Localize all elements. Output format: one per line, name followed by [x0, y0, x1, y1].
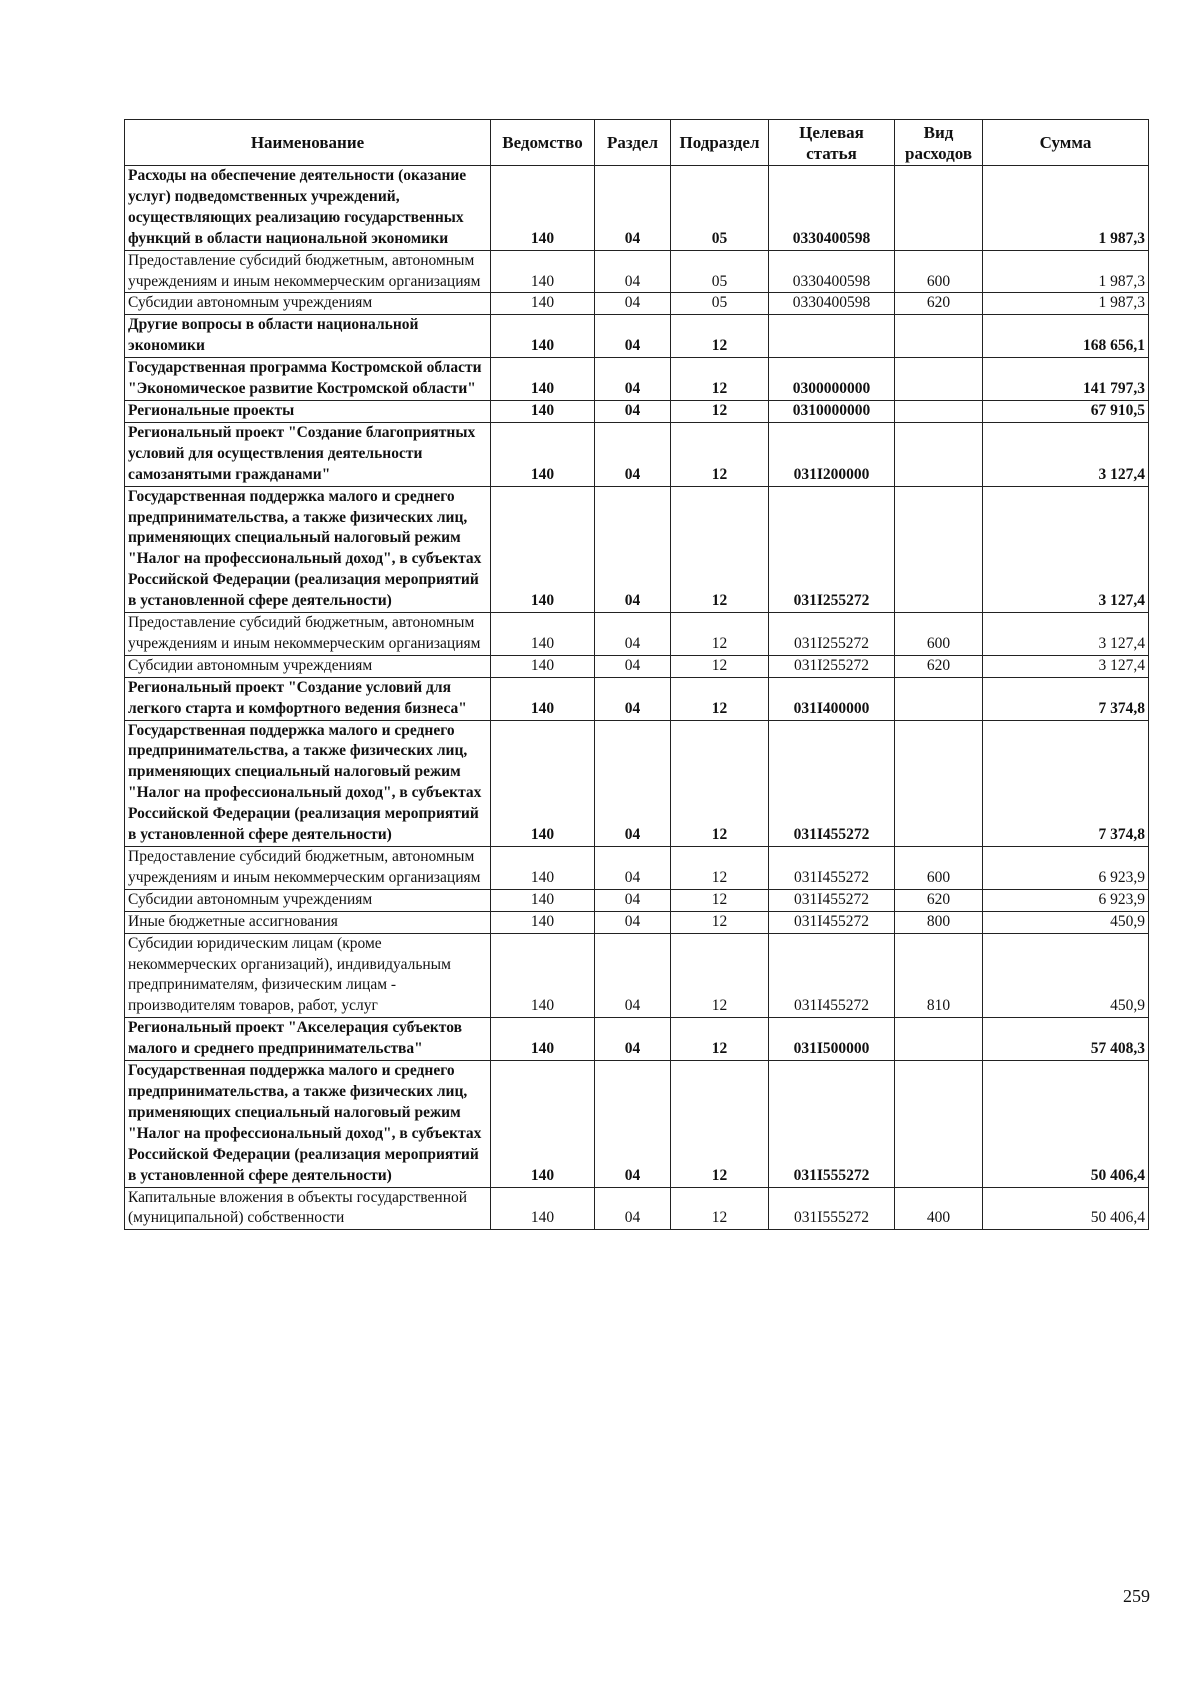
- cell-section: 04: [595, 613, 671, 656]
- cell-sum: 67 910,5: [983, 400, 1149, 422]
- cell-subsection: 12: [671, 358, 769, 401]
- table-header-row: [125, 120, 1149, 166]
- cell-target: 031I455272: [769, 933, 895, 1018]
- cell-exptype: 400: [895, 1187, 983, 1230]
- cell-sum: 1 987,3: [983, 166, 1149, 251]
- cell-exptype: [895, 1018, 983, 1061]
- cell-target: 0330400598: [769, 250, 895, 293]
- cell-subsection: 12: [671, 1061, 769, 1187]
- cell-dept: 140: [491, 720, 595, 846]
- cell-target: 0330400598: [769, 293, 895, 315]
- cell-exptype: [895, 315, 983, 358]
- cell-subsection: 12: [671, 400, 769, 422]
- cell-section: 04: [595, 293, 671, 315]
- cell-section: 04: [595, 911, 671, 933]
- cell-target: 031I455272: [769, 889, 895, 911]
- cell-name: Предоставление субсидий бюджетным, автономным учреждениям и иным некоммерческим организациям: [125, 613, 491, 656]
- cell-exptype: [895, 400, 983, 422]
- cell-exptype: 620: [895, 655, 983, 677]
- table-row: [125, 358, 1149, 401]
- cell-subsection: 12: [671, 911, 769, 933]
- table-row: [125, 655, 1149, 677]
- cell-subsection: 12: [671, 1187, 769, 1230]
- cell-section: 04: [595, 1187, 671, 1230]
- table-row: [125, 293, 1149, 315]
- cell-section: 04: [595, 422, 671, 486]
- cell-section: 04: [595, 486, 671, 612]
- table-row: [125, 1061, 1149, 1187]
- cell-subsection: 12: [671, 889, 769, 911]
- cell-target: 031I200000: [769, 422, 895, 486]
- cell-sum: 450,9: [983, 911, 1149, 933]
- cell-target: 031I400000: [769, 677, 895, 720]
- cell-exptype: [895, 1061, 983, 1187]
- table-body: [125, 166, 1149, 1230]
- table-row: [125, 486, 1149, 612]
- cell-name: Расходы на обеспечение деятельности (оказание услуг) подведомственных учреждений, осуществляющих реализацию государственных функций в области национальной экономики: [125, 166, 491, 251]
- cell-sum: 57 408,3: [983, 1018, 1149, 1061]
- header-dept: Ведомство: [491, 120, 595, 166]
- cell-subsection: 12: [671, 613, 769, 656]
- cell-dept: 140: [491, 677, 595, 720]
- cell-target: 031I455272: [769, 911, 895, 933]
- cell-sum: 3 127,4: [983, 655, 1149, 677]
- table-row: [125, 1187, 1149, 1230]
- cell-name: Субсидии юридическим лицам (кроме некоммерческих организаций), индивидуальным предпринимателям, физическим лицам - производителям товаров, работ, услуг: [125, 933, 491, 1018]
- cell-section: 04: [595, 358, 671, 401]
- cell-dept: 140: [491, 655, 595, 677]
- cell-section: 04: [595, 1018, 671, 1061]
- cell-exptype: 620: [895, 293, 983, 315]
- cell-dept: 140: [491, 933, 595, 1018]
- cell-name: Региональный проект "Создание условий для легкого старта и комфортного ведения бизнеса": [125, 677, 491, 720]
- cell-section: 04: [595, 677, 671, 720]
- cell-target: 031I255272: [769, 486, 895, 612]
- cell-exptype: [895, 166, 983, 251]
- table-row: [125, 1018, 1149, 1061]
- cell-name: Государственная поддержка малого и среднего предпринимательства, а также физических лиц, применяющих специальный налоговый режим "Налог на профессиональный доход", в субъектах Российской Федерации (реализация мероприятий в установленной сфере деятельности): [125, 720, 491, 846]
- cell-sum: 6 923,9: [983, 889, 1149, 911]
- table-row: [125, 613, 1149, 656]
- cell-exptype: 620: [895, 889, 983, 911]
- cell-dept: 140: [491, 1061, 595, 1187]
- cell-section: 04: [595, 847, 671, 890]
- header-section: Раздел: [595, 120, 671, 166]
- cell-target: 031I555272: [769, 1061, 895, 1187]
- table-row: [125, 422, 1149, 486]
- cell-target: 0310000000: [769, 400, 895, 422]
- cell-sum: 3 127,4: [983, 613, 1149, 656]
- cell-target: 031I255272: [769, 655, 895, 677]
- cell-dept: 140: [491, 847, 595, 890]
- cell-exptype: 600: [895, 613, 983, 656]
- cell-subsection: 12: [671, 655, 769, 677]
- cell-subsection: 12: [671, 847, 769, 890]
- cell-exptype: 810: [895, 933, 983, 1018]
- cell-exptype: [895, 677, 983, 720]
- cell-target: 0330400598: [769, 166, 895, 251]
- cell-name: Региональный проект "Акселерация субъектов малого и среднего предпринимательства": [125, 1018, 491, 1061]
- cell-exptype: [895, 358, 983, 401]
- cell-subsection: 12: [671, 720, 769, 846]
- table-row: [125, 933, 1149, 1018]
- cell-name: Капитальные вложения в объекты государственной (муниципальной) собственности: [125, 1187, 491, 1230]
- cell-name: Региональные проекты: [125, 400, 491, 422]
- cell-sum: 450,9: [983, 933, 1149, 1018]
- cell-name: Региональный проект "Создание благоприятных условий для осуществления деятельности самозанятыми гражданами": [125, 422, 491, 486]
- cell-exptype: [895, 422, 983, 486]
- cell-section: 04: [595, 166, 671, 251]
- cell-dept: 140: [491, 400, 595, 422]
- header-target: Целевая статья: [769, 120, 895, 166]
- cell-exptype: 600: [895, 250, 983, 293]
- table-row: [125, 400, 1149, 422]
- page-number: 259: [1123, 1586, 1150, 1606]
- cell-target: 0300000000: [769, 358, 895, 401]
- cell-name: Предоставление субсидий бюджетным, автономным учреждениям и иным некоммерческим организациям: [125, 847, 491, 890]
- cell-section: 04: [595, 250, 671, 293]
- cell-dept: 140: [491, 422, 595, 486]
- cell-dept: 140: [491, 358, 595, 401]
- cell-name: Другие вопросы в области национальной экономики: [125, 315, 491, 358]
- cell-subsection: 12: [671, 422, 769, 486]
- cell-dept: 140: [491, 613, 595, 656]
- table-row: [125, 911, 1149, 933]
- cell-subsection: 12: [671, 933, 769, 1018]
- cell-dept: 140: [491, 250, 595, 293]
- cell-subsection: 12: [671, 1018, 769, 1061]
- cell-section: 04: [595, 720, 671, 846]
- cell-sum: 1 987,3: [983, 293, 1149, 315]
- cell-subsection: 12: [671, 315, 769, 358]
- cell-sum: 50 406,4: [983, 1061, 1149, 1187]
- cell-target: 031I455272: [769, 720, 895, 846]
- cell-sum: 168 656,1: [983, 315, 1149, 358]
- cell-target: [769, 315, 895, 358]
- header-name: Наименование: [125, 120, 491, 166]
- cell-name: Субсидии автономным учреждениям: [125, 889, 491, 911]
- table-row: [125, 315, 1149, 358]
- cell-sum: 50 406,4: [983, 1187, 1149, 1230]
- cell-sum: 7 374,8: [983, 677, 1149, 720]
- cell-section: 04: [595, 400, 671, 422]
- cell-name: Субсидии автономным учреждениям: [125, 655, 491, 677]
- table-row: [125, 677, 1149, 720]
- cell-target: 031I500000: [769, 1018, 895, 1061]
- table-row: [125, 720, 1149, 846]
- cell-dept: 140: [491, 911, 595, 933]
- header-exptype: Вид расходов: [895, 120, 983, 166]
- cell-sum: 1 987,3: [983, 250, 1149, 293]
- cell-dept: 140: [491, 166, 595, 251]
- cell-name: Предоставление субсидий бюджетным, автономным учреждениям и иным некоммерческим организациям: [125, 250, 491, 293]
- cell-section: 04: [595, 1061, 671, 1187]
- cell-exptype: 600: [895, 847, 983, 890]
- cell-subsection: 12: [671, 486, 769, 612]
- cell-name: Государственная программа Костромской области "Экономическое развитие Костромской области": [125, 358, 491, 401]
- cell-dept: 140: [491, 293, 595, 315]
- cell-name: Государственная поддержка малого и среднего предпринимательства, а также физических лиц, применяющих специальный налоговый режим "Налог на профессиональный доход", в субъектах Российской Федерации (реализация мероприятий в установленной сфере деятельности): [125, 486, 491, 612]
- cell-subsection: 05: [671, 293, 769, 315]
- cell-subsection: 05: [671, 250, 769, 293]
- cell-section: 04: [595, 933, 671, 1018]
- cell-subsection: 12: [671, 677, 769, 720]
- cell-exptype: [895, 720, 983, 846]
- table-row: [125, 166, 1149, 251]
- cell-target: 031I555272: [769, 1187, 895, 1230]
- cell-sum: 7 374,8: [983, 720, 1149, 846]
- cell-sum: 141 797,3: [983, 358, 1149, 401]
- budget-table: [124, 119, 1149, 1230]
- cell-section: 04: [595, 315, 671, 358]
- cell-name: Иные бюджетные ассигнования: [125, 911, 491, 933]
- cell-dept: 140: [491, 486, 595, 612]
- cell-exptype: [895, 486, 983, 612]
- cell-sum: 6 923,9: [983, 847, 1149, 890]
- cell-section: 04: [595, 889, 671, 911]
- cell-dept: 140: [491, 315, 595, 358]
- header-sum: Сумма: [983, 120, 1149, 166]
- cell-target: 031I255272: [769, 613, 895, 656]
- cell-dept: 140: [491, 889, 595, 911]
- cell-name: Государственная поддержка малого и среднего предпринимательства, а также физических лиц, применяющих специальный налоговый режим "Налог на профессиональный доход", в субъектах Российской Федерации (реализация мероприятий в установленной сфере деятельности): [125, 1061, 491, 1187]
- cell-sum: 3 127,4: [983, 486, 1149, 612]
- cell-sum: 3 127,4: [983, 422, 1149, 486]
- cell-exptype: 800: [895, 911, 983, 933]
- cell-subsection: 05: [671, 166, 769, 251]
- header-subsection: Подраздел: [671, 120, 769, 166]
- cell-dept: 140: [491, 1187, 595, 1230]
- cell-target: 031I455272: [769, 847, 895, 890]
- table-row: [125, 250, 1149, 293]
- cell-section: 04: [595, 655, 671, 677]
- cell-dept: 140: [491, 1018, 595, 1061]
- table-row: [125, 889, 1149, 911]
- table-row: [125, 847, 1149, 890]
- cell-name: Субсидии автономным учреждениям: [125, 293, 491, 315]
